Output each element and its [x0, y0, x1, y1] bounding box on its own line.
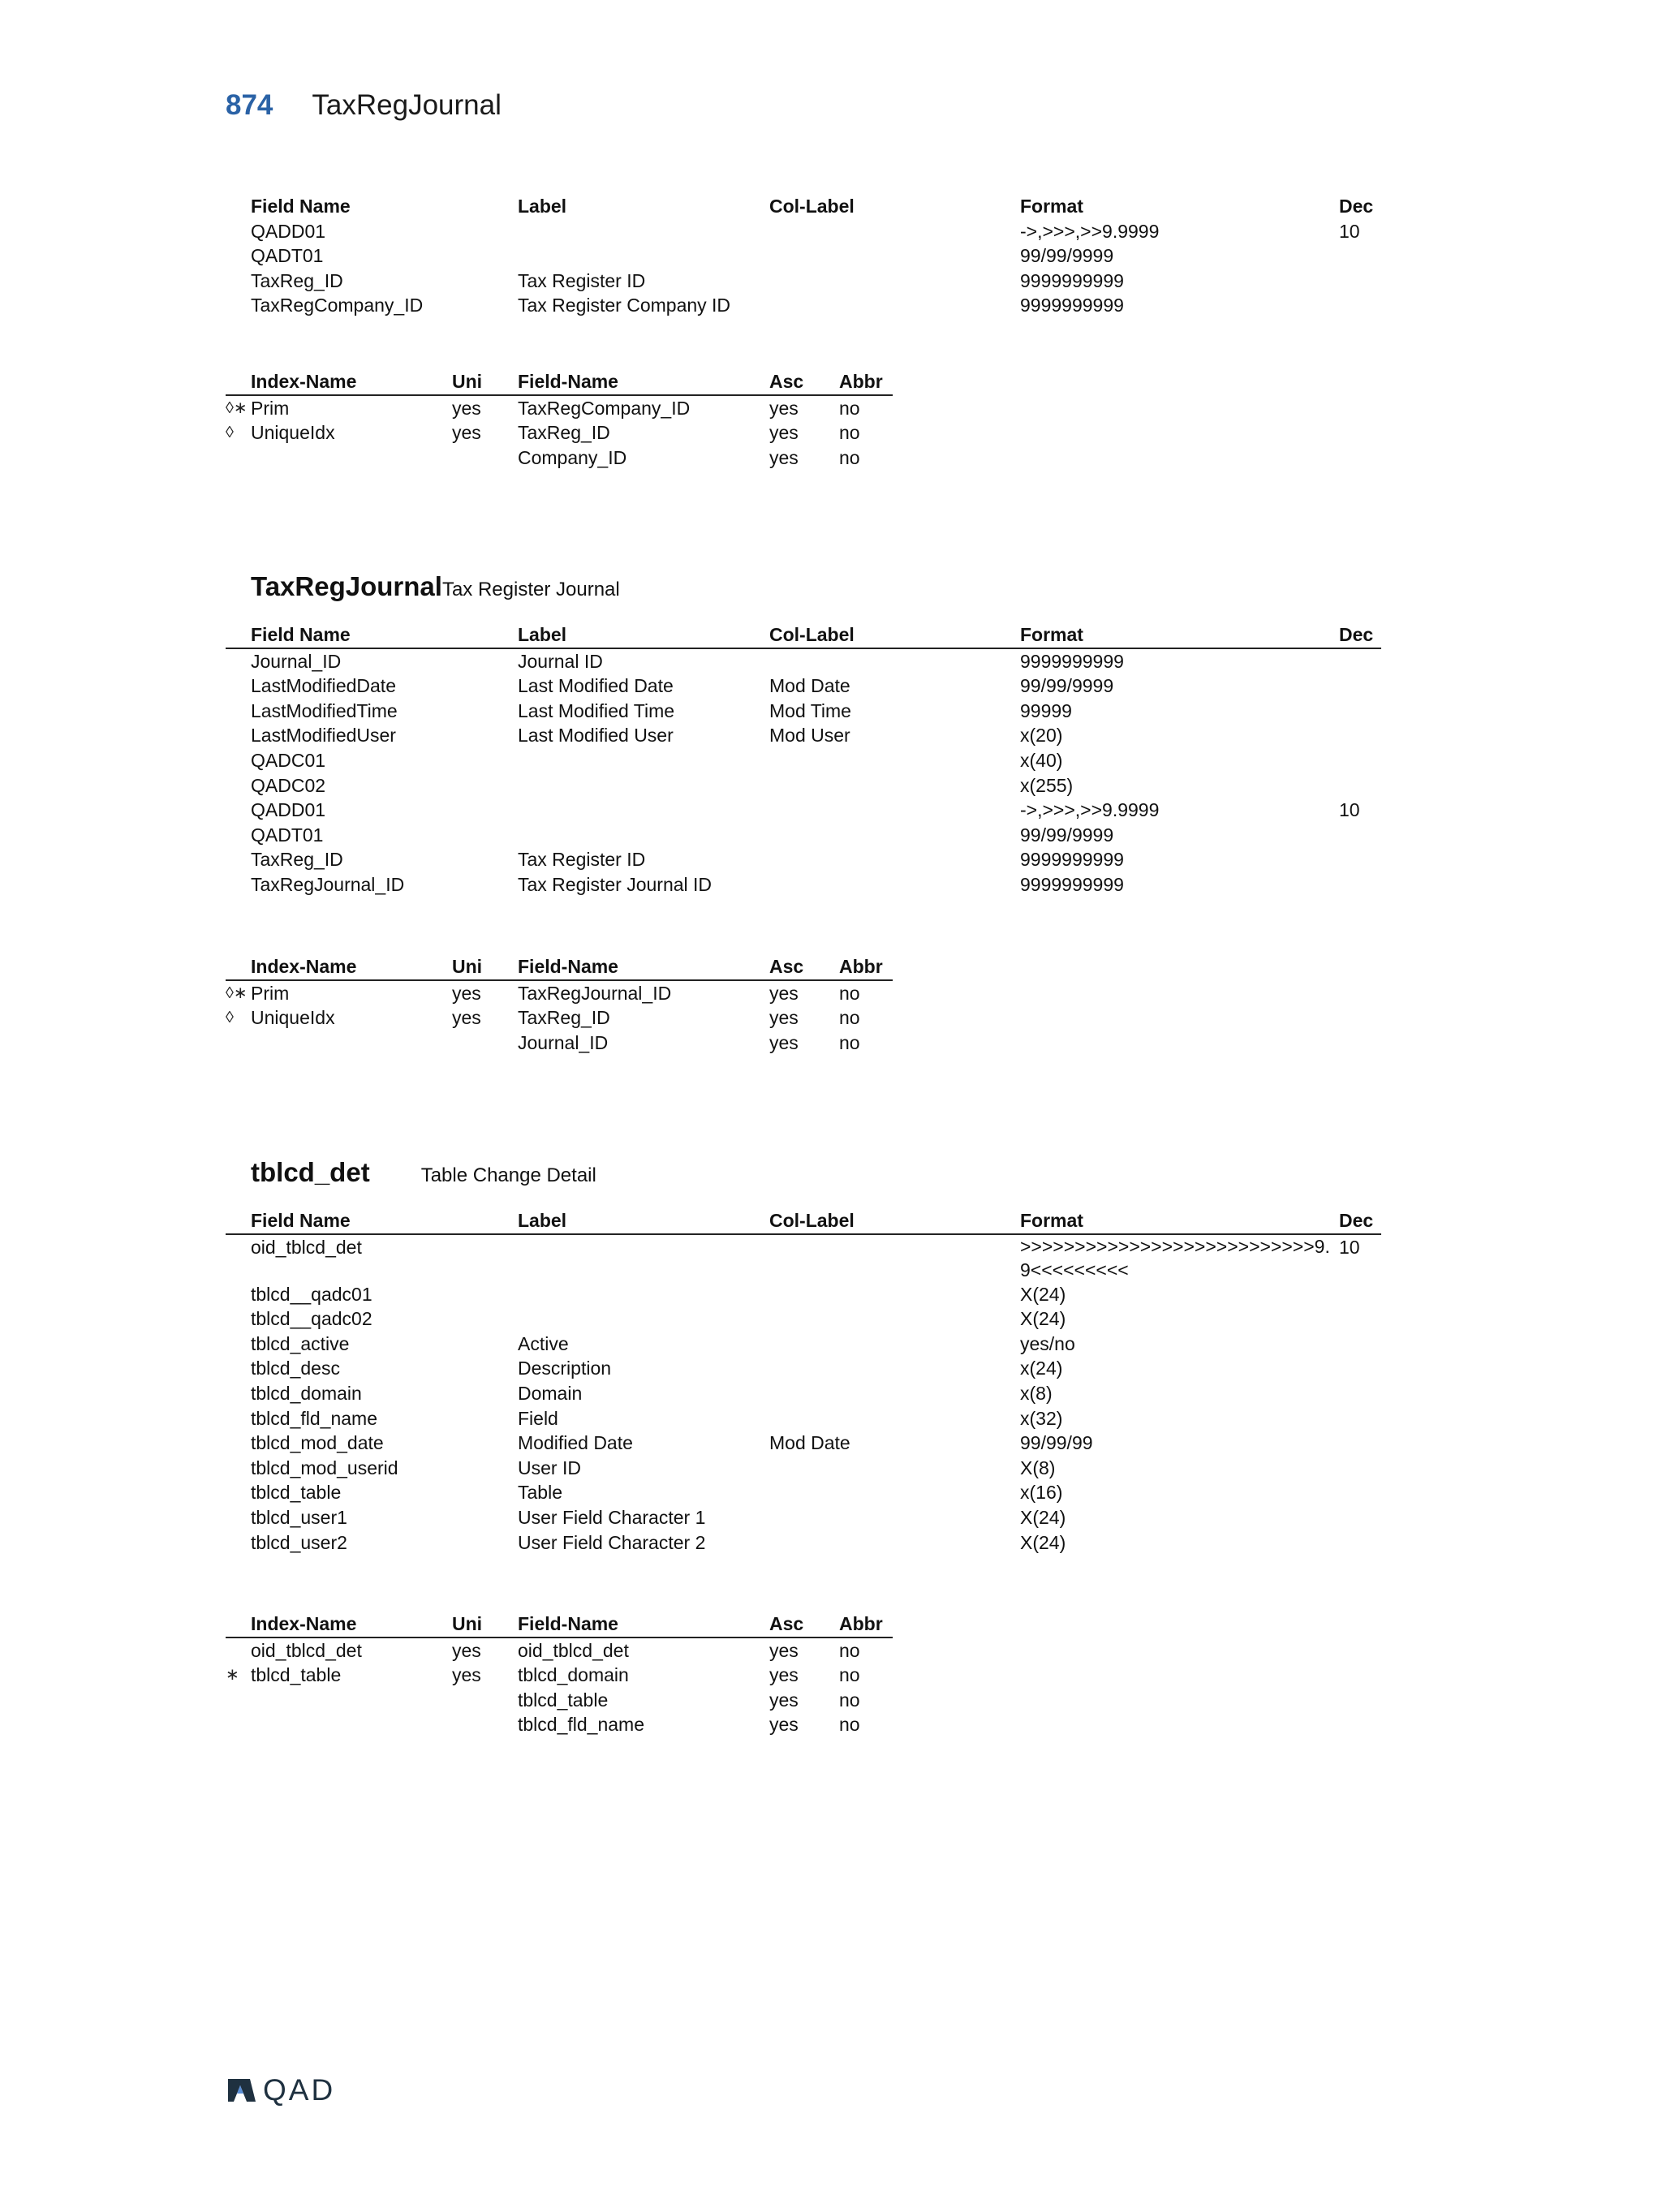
abbr-cell: no — [839, 1689, 860, 1711]
field-name-cell: tblcd_desc — [251, 1358, 340, 1379]
label-cell — [518, 1282, 769, 1307]
section-heading — [251, 571, 620, 602]
field-name-cell: QADD01 — [251, 220, 326, 242]
label-cell — [518, 1306, 769, 1332]
column-header: Label — [518, 196, 567, 217]
label-cell — [518, 773, 769, 798]
abbr-cell: no — [839, 982, 860, 1004]
label-cell: Field — [518, 1407, 558, 1429]
field-name-cell: QADD01 — [251, 799, 326, 821]
index-field-cell: tblcd_fld_name — [518, 1714, 644, 1736]
label-cell: Last Modified Time — [518, 699, 675, 721]
label-cell — [518, 243, 769, 269]
abbr-cell: no — [839, 422, 860, 444]
unique-cell: yes — [452, 982, 481, 1004]
dec-cell — [1339, 1332, 1381, 1357]
index-marker: ◊∗ — [226, 983, 248, 1002]
col-label-cell — [769, 1332, 1020, 1357]
logo-text: QAD — [263, 2073, 336, 2107]
index-field-cell: TaxReg_ID — [518, 422, 610, 444]
index-field-cell: TaxRegCompany_ID — [518, 397, 691, 419]
field-name-cell: tblcd__qadc01 — [251, 1283, 372, 1305]
col-label-cell — [769, 1480, 1020, 1505]
format-cell: X(24) — [1020, 1283, 1066, 1305]
column-header: Field Name — [251, 622, 518, 648]
dec-cell — [1339, 748, 1381, 773]
format-cell: X(24) — [1020, 1506, 1066, 1528]
format-cell: x(16) — [1020, 1482, 1063, 1504]
field-row — [226, 1456, 1381, 1481]
col-label-cell — [769, 1406, 1020, 1431]
field-name-cell: tblcd_table — [251, 1482, 342, 1504]
abbr-cell: no — [839, 446, 860, 468]
index-row — [226, 445, 893, 471]
col-label-cell — [769, 748, 1020, 773]
col-label-cell — [769, 1234, 1020, 1282]
dec-cell — [1339, 823, 1381, 848]
dec-cell — [1339, 243, 1381, 269]
dec-cell — [1339, 872, 1381, 897]
dec-cell — [1339, 723, 1381, 748]
index-table — [226, 1612, 893, 1737]
unique-cell — [452, 1688, 518, 1713]
column-header: Asc — [769, 369, 839, 395]
unique-cell: yes — [452, 397, 481, 419]
index-table — [226, 369, 893, 470]
dec-cell — [1339, 293, 1381, 318]
field-name-cell: QADT01 — [251, 245, 324, 267]
field-name-cell: LastModifiedDate — [251, 675, 396, 697]
index-name-cell — [251, 1712, 452, 1737]
col-label-cell — [769, 872, 1020, 897]
field-table-header-row — [226, 622, 1381, 648]
field-row — [226, 798, 1381, 823]
col-label-cell — [769, 847, 1020, 872]
format-cell: 99999 — [1020, 699, 1072, 721]
dec-cell: 10 — [1339, 220, 1360, 242]
field-row — [226, 1306, 1381, 1332]
col-label-cell — [769, 243, 1020, 269]
dec-cell — [1339, 1406, 1381, 1431]
unique-cell — [452, 1712, 518, 1737]
column-header: Dec — [1339, 622, 1381, 648]
asc-cell: yes — [769, 1664, 799, 1686]
column-header: Index-Name — [251, 369, 452, 395]
col-label-cell — [769, 1381, 1020, 1406]
format-cell: 99/99/99 — [1020, 1432, 1093, 1454]
col-label-cell — [769, 648, 1020, 674]
format-cell: ->,>>>,>>9.9999 — [1020, 799, 1160, 821]
index-marker — [226, 1637, 251, 1663]
index-field-cell: tblcd_table — [518, 1689, 609, 1711]
column-header: Dec — [1339, 1208, 1381, 1234]
label-cell: Journal ID — [518, 650, 603, 672]
format-cell: 9999999999 — [1020, 295, 1124, 316]
page-header — [226, 89, 502, 127]
field-name-cell: oid_tblcd_det — [251, 1236, 362, 1258]
field-name-cell: tblcd_mod_userid — [251, 1457, 398, 1478]
field-row — [226, 293, 1381, 318]
field-row — [226, 1480, 1381, 1505]
label-cell — [518, 1234, 769, 1282]
dec-cell — [1339, 673, 1381, 699]
dec-cell — [1339, 1530, 1381, 1556]
field-table-header-row — [226, 1208, 1381, 1234]
column-header: Uni — [452, 954, 518, 980]
field-row — [226, 1332, 1381, 1357]
page-title: TaxRegJournal — [312, 89, 502, 121]
abbr-cell: no — [839, 1031, 860, 1053]
dec-cell — [1339, 699, 1381, 724]
index-marker: ∗ — [226, 1666, 239, 1685]
col-label-cell — [769, 823, 1020, 848]
column-header: Format — [1020, 196, 1083, 217]
column-header: Abbr — [839, 954, 893, 980]
column-header: Label — [518, 622, 769, 648]
asc-cell: yes — [769, 1007, 799, 1029]
index-name-cell: Prim — [251, 982, 290, 1004]
label-cell: Domain — [518, 1382, 583, 1404]
unique-cell: yes — [452, 1639, 481, 1661]
field-row — [226, 648, 1381, 674]
format-cell: 9999999999 — [1020, 849, 1124, 871]
index-table — [226, 954, 893, 1055]
abbr-cell: no — [839, 1664, 860, 1686]
column-header: Field-Name — [518, 369, 769, 395]
label-cell: Tax Register Company ID — [518, 295, 731, 316]
dec-cell — [1339, 1356, 1381, 1381]
column-header: Uni — [452, 1612, 518, 1637]
field-row — [226, 748, 1381, 773]
column-header: Field Name — [251, 196, 351, 217]
column-header: Format — [1020, 1208, 1339, 1234]
format-cell: 9999999999 — [1020, 650, 1124, 672]
field-name-cell: tblcd_fld_name — [251, 1407, 377, 1429]
format-cell: x(40) — [1020, 749, 1063, 771]
asc-cell: yes — [769, 1031, 799, 1053]
column-header: Label — [518, 1208, 769, 1234]
asc-cell: yes — [769, 1714, 799, 1736]
qad-logo — [226, 2073, 335, 2107]
index-row — [226, 1712, 893, 1737]
field-table — [226, 1208, 1381, 1555]
label-cell — [518, 748, 769, 773]
label-cell: Tax Register ID — [518, 849, 646, 871]
col-label-cell — [769, 1456, 1020, 1481]
unique-cell: yes — [452, 1007, 481, 1029]
format-cell: x(24) — [1020, 1358, 1063, 1379]
format-cell: x(255) — [1020, 774, 1074, 796]
label-cell: User Field Character 1 — [518, 1506, 706, 1528]
index-row — [226, 395, 893, 421]
label-cell: Last Modified Date — [518, 675, 674, 697]
col-label-cell: Mod Date — [769, 1432, 850, 1454]
index-field-cell: TaxReg_ID — [518, 1007, 610, 1029]
index-name-cell — [251, 1031, 452, 1056]
index-marker — [226, 1688, 251, 1713]
index-field-cell: tblcd_domain — [518, 1664, 629, 1686]
qad-logo-icon — [226, 2076, 258, 2104]
field-name-cell: TaxReg_ID — [251, 269, 343, 291]
column-header: Asc — [769, 954, 839, 980]
field-row — [226, 269, 1381, 294]
field-name-cell: Journal_ID — [251, 650, 342, 672]
table-name: tblcd_det — [251, 1157, 370, 1187]
field-row — [226, 1431, 1381, 1456]
format-cell: 99/99/9999 — [1020, 824, 1114, 846]
column-header: Abbr — [839, 1612, 893, 1637]
unique-cell — [452, 1031, 518, 1056]
index-row — [226, 1637, 893, 1663]
field-name-cell: TaxRegJournal_ID — [251, 873, 405, 895]
table-description: Tax Register Journal — [441, 579, 620, 600]
index-row — [226, 1005, 893, 1031]
field-name-cell: TaxReg_ID — [251, 849, 343, 871]
label-cell: Modified Date — [518, 1432, 633, 1454]
dec-cell — [1339, 847, 1381, 872]
field-name-cell: tblcd_domain — [251, 1382, 362, 1404]
index-marker — [226, 1031, 251, 1056]
index-marker: ◊ — [226, 1009, 234, 1027]
asc-cell: yes — [769, 446, 799, 468]
field-name-cell: QADC02 — [251, 774, 326, 796]
col-label-cell — [769, 269, 1020, 294]
col-label-cell — [769, 293, 1020, 318]
label-cell — [518, 798, 769, 823]
unique-cell — [452, 445, 518, 471]
index-table-header-row — [226, 1612, 893, 1637]
column-header: Index-Name — [251, 954, 452, 980]
dec-cell — [1339, 1505, 1381, 1530]
col-label-cell — [769, 1530, 1020, 1556]
field-name-cell: TaxRegCompany_ID — [251, 295, 424, 316]
dec-cell — [1339, 1306, 1381, 1332]
field-table-header-row — [226, 194, 1381, 219]
field-row — [226, 1530, 1381, 1556]
abbr-cell: no — [839, 1714, 860, 1736]
col-label-cell: Mod User — [769, 725, 850, 747]
abbr-cell: no — [839, 397, 860, 419]
field-name-cell: tblcd_user1 — [251, 1506, 347, 1528]
asc-cell: yes — [769, 1639, 799, 1661]
label-cell: Table — [518, 1482, 562, 1504]
dec-cell — [1339, 648, 1381, 674]
column-header: Col-Label — [769, 196, 855, 217]
column-header: Dec — [1339, 196, 1374, 217]
index-row — [226, 1663, 893, 1688]
field-row — [226, 773, 1381, 798]
col-label-cell — [769, 1505, 1020, 1530]
index-row — [226, 1031, 893, 1056]
column-header: Index-Name — [251, 1612, 452, 1637]
column-header: Col-Label — [769, 1208, 1020, 1234]
dec-cell — [1339, 1282, 1381, 1307]
field-table — [226, 622, 1381, 897]
index-table-header-row — [226, 369, 893, 395]
col-label-cell — [769, 798, 1020, 823]
index-row — [226, 980, 893, 1006]
column-header: Field-Name — [518, 1612, 769, 1637]
dec-cell: 10 — [1339, 799, 1360, 821]
label-cell: Tax Register ID — [518, 269, 646, 291]
field-row — [226, 243, 1381, 269]
col-label-cell — [769, 219, 1020, 244]
index-marker — [226, 445, 251, 471]
column-header: Field Name — [251, 1208, 518, 1234]
index-name-cell — [251, 1688, 452, 1713]
format-cell: x(8) — [1020, 1382, 1053, 1404]
field-row — [226, 1234, 1381, 1282]
label-cell: Active — [518, 1332, 569, 1354]
table-name: TaxRegJournal — [251, 571, 442, 601]
dec-cell — [1339, 1431, 1381, 1456]
format-cell: 9999999999 — [1020, 873, 1124, 895]
format-cell: ->,>>>,>>9.9999 — [1020, 220, 1160, 242]
col-label-cell — [769, 1356, 1020, 1381]
index-field-cell: Journal_ID — [518, 1031, 609, 1053]
field-row — [226, 1282, 1381, 1307]
field-name-cell: tblcd_mod_date — [251, 1432, 384, 1454]
label-cell — [518, 823, 769, 848]
column-header: Abbr — [839, 369, 893, 395]
field-row — [226, 219, 1381, 244]
format-cell: X(24) — [1020, 1531, 1066, 1553]
dec-cell — [1339, 269, 1381, 294]
abbr-cell: no — [839, 1007, 860, 1029]
label-cell: Last Modified User — [518, 725, 674, 747]
index-marker — [226, 1712, 251, 1737]
index-name-cell: Prim — [251, 397, 290, 419]
format-cell: >>>>>>>>>>>>>>>>>>>>>>>>>>>9.9<<<<<<<<< — [1020, 1235, 1330, 1280]
col-label-cell — [769, 1282, 1020, 1307]
index-table-header-row — [226, 954, 893, 980]
unique-cell: yes — [452, 1664, 481, 1686]
index-row — [226, 420, 893, 445]
column-header: Uni — [452, 369, 518, 395]
label-cell: User ID — [518, 1457, 581, 1478]
format-cell: x(32) — [1020, 1407, 1063, 1429]
field-row — [226, 1381, 1381, 1406]
index-field-cell: TaxRegJournal_ID — [518, 982, 672, 1004]
asc-cell: yes — [769, 1689, 799, 1711]
unique-cell: yes — [452, 422, 481, 444]
col-label-cell: Mod Time — [769, 699, 851, 721]
dec-cell: 10 — [1339, 1236, 1360, 1258]
field-name-cell: QADT01 — [251, 824, 324, 846]
format-cell: 99/99/9999 — [1020, 245, 1114, 267]
format-cell: X(24) — [1020, 1308, 1066, 1330]
label-cell: User Field Character 2 — [518, 1531, 706, 1553]
field-row — [226, 673, 1381, 699]
column-header: Field-Name — [518, 954, 769, 980]
field-name-cell: tblcd_active — [251, 1332, 350, 1354]
col-label-cell — [769, 773, 1020, 798]
index-field-cell: Company_ID — [518, 446, 627, 468]
field-table — [226, 194, 1381, 318]
index-name-cell — [251, 445, 452, 471]
abbr-cell: no — [839, 1639, 860, 1661]
table-description: Table Change Detail — [420, 1164, 596, 1186]
field-name-cell: LastModifiedUser — [251, 725, 396, 747]
dec-cell — [1339, 1381, 1381, 1406]
index-name-cell: tblcd_table — [251, 1664, 342, 1686]
dec-cell — [1339, 1480, 1381, 1505]
asc-cell: yes — [769, 397, 799, 419]
format-cell: X(8) — [1020, 1457, 1056, 1478]
index-field-cell: oid_tblcd_det — [518, 1639, 629, 1661]
field-name-cell: LastModifiedTime — [251, 699, 398, 721]
field-name-cell: tblcd__qadc02 — [251, 1308, 372, 1330]
format-cell: x(20) — [1020, 725, 1063, 747]
label-cell: Description — [518, 1358, 612, 1379]
index-marker: ◊∗ — [226, 398, 248, 417]
index-row — [226, 1688, 893, 1713]
format-cell: 99/99/9999 — [1020, 675, 1114, 697]
label-cell — [518, 219, 769, 244]
index-name-cell: UniqueIdx — [251, 422, 335, 444]
field-row — [226, 699, 1381, 724]
dec-cell — [1339, 1456, 1381, 1481]
dec-cell — [1339, 773, 1381, 798]
field-row — [226, 1356, 1381, 1381]
field-row — [226, 823, 1381, 848]
field-row — [226, 1505, 1381, 1530]
format-cell: yes/no — [1020, 1332, 1075, 1354]
index-name-cell: oid_tblcd_det — [251, 1639, 362, 1661]
label-cell: Tax Register Journal ID — [518, 873, 713, 895]
col-label-cell — [769, 1306, 1020, 1332]
field-row — [226, 723, 1381, 748]
asc-cell: yes — [769, 422, 799, 444]
field-row — [226, 1406, 1381, 1431]
column-header: Asc — [769, 1612, 839, 1637]
section-heading — [251, 1157, 596, 1188]
column-header: Col-Label — [769, 622, 1020, 648]
index-marker: ◊ — [226, 424, 234, 442]
format-cell: 9999999999 — [1020, 269, 1124, 291]
field-name-cell: tblcd_user2 — [251, 1531, 347, 1553]
asc-cell: yes — [769, 982, 799, 1004]
page-number: 874 — [226, 89, 273, 121]
column-header: Format — [1020, 622, 1339, 648]
field-name-cell: QADC01 — [251, 749, 326, 771]
field-row — [226, 847, 1381, 872]
field-row — [226, 872, 1381, 897]
col-label-cell: Mod Date — [769, 675, 850, 697]
index-name-cell: UniqueIdx — [251, 1007, 335, 1029]
